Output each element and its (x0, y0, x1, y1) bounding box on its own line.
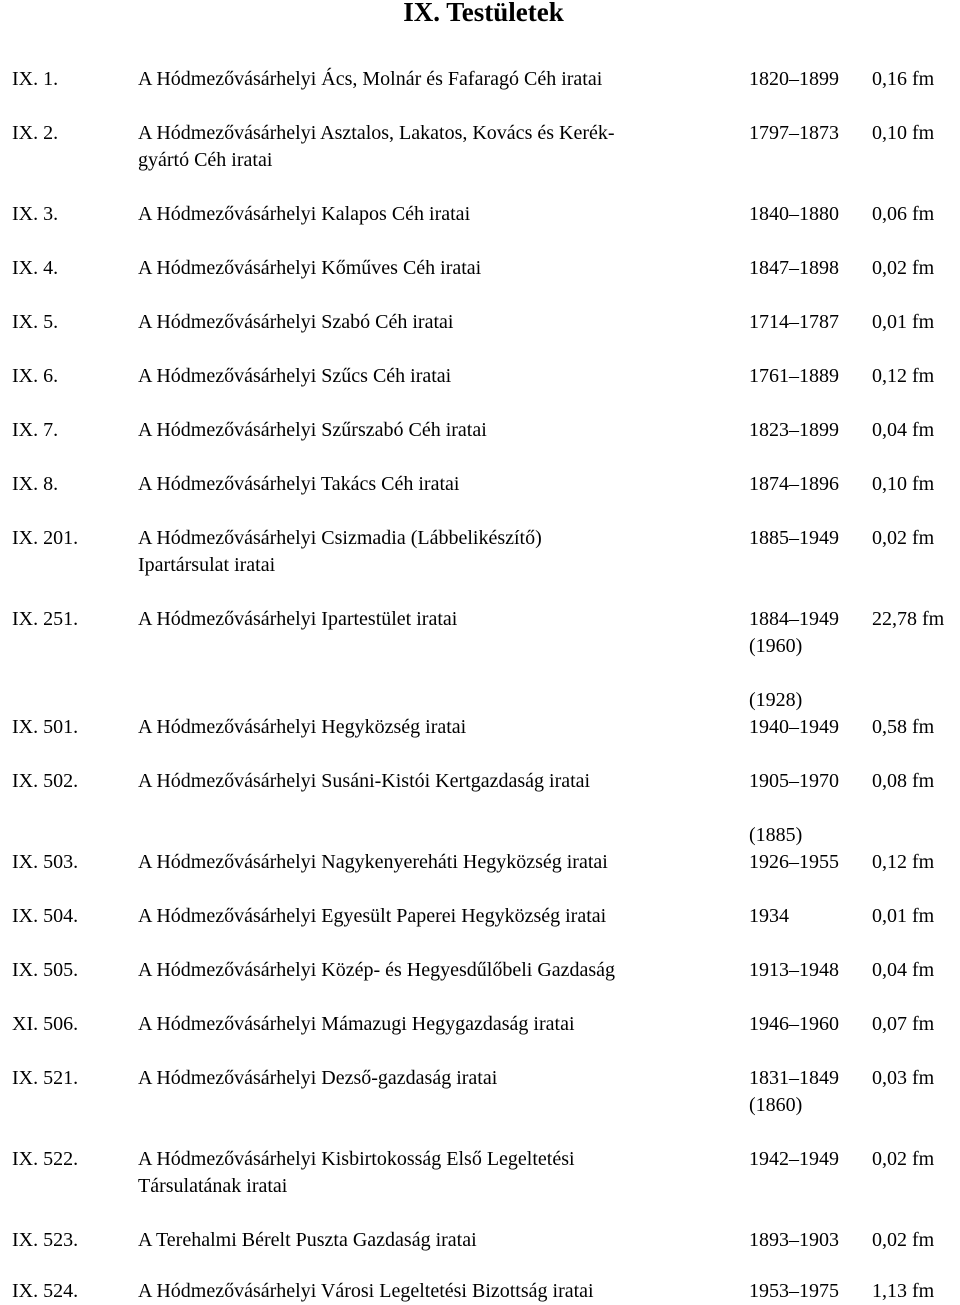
fonds-extent: 0,02 fm (872, 527, 935, 549)
fonds-code: IX. 501. (12, 716, 79, 738)
fonds-code: XI. 506. (12, 1013, 79, 1035)
fonds-row (0, 768, 960, 822)
fonds-dates: 1831–1849 (1860) (749, 1067, 839, 1116)
fonds-title: A Hódmezővásárhelyi Hegyközség iratai (138, 716, 467, 738)
fonds-row (0, 1278, 960, 1305)
fonds-code: IX. 3. (12, 203, 59, 225)
fonds-dates: 1884–1949 (1960) (749, 608, 839, 657)
fonds-row (0, 363, 960, 417)
fonds-row (0, 309, 960, 363)
fonds-code: IX. 251. (12, 608, 79, 630)
fonds-extent: 0,08 fm (872, 770, 935, 792)
fonds-dates: 1820–1899 (749, 68, 839, 90)
fonds-dates: 1913–1948 (749, 959, 839, 981)
fonds-code: IX. 521. (12, 1067, 79, 1089)
fonds-title: A Hódmezővásárhelyi Takács Céh iratai (138, 473, 460, 495)
fonds-dates: 1714–1787 (749, 311, 839, 333)
fonds-row (0, 255, 960, 309)
fonds-row (0, 824, 960, 903)
fonds-title: A Hódmezővásárhelyi Mámazugi Hegygazdaság iratai (138, 1013, 575, 1035)
fonds-dates: 1953–1975 (749, 1280, 839, 1302)
fonds-code: IX. 6. (12, 365, 59, 387)
fonds-row (0, 525, 960, 579)
fonds-row (0, 689, 960, 768)
fonds-title: A Hódmezővásárhelyi Dezső-gazdaság iratai (138, 1067, 498, 1089)
fonds-code: IX. 5. (12, 311, 59, 333)
fonds-extent: 0,03 fm (872, 1067, 935, 1089)
fonds-extent: 0,16 fm (872, 68, 935, 90)
fonds-code: IX. 504. (12, 905, 79, 927)
fonds-title: A Hódmezővásárhelyi Kőműves Céh iratai (138, 257, 482, 279)
fonds-extent: 0,04 fm (872, 959, 935, 981)
fonds-extent: 0,02 fm (872, 257, 935, 279)
fonds-extent: 0,58 fm (872, 716, 935, 738)
fonds-extent: 0,07 fm (872, 1013, 935, 1035)
fonds-dates: 1926–1955 (749, 851, 839, 873)
fonds-extent: 0,12 fm (872, 851, 935, 873)
fonds-dates: 1934 (749, 905, 789, 927)
fonds-code: IX. 4. (12, 257, 59, 279)
fonds-row (0, 66, 960, 120)
fonds-preface-date: (1885) (749, 824, 803, 846)
fonds-code: IX. 1. (12, 68, 59, 90)
fonds-dates: 1847–1898 (749, 257, 839, 279)
fonds-title: A Hódmezővásárhelyi Szabó Céh iratai (138, 311, 454, 333)
fonds-extent: 0,10 fm (872, 122, 935, 144)
fonds-row (0, 1065, 960, 1119)
fonds-dates: 1885–1949 (749, 527, 839, 549)
fonds-row (0, 201, 960, 255)
fonds-dates: 1761–1889 (749, 365, 839, 387)
fonds-title: A Hódmezővásárhelyi Egyesült Paperei Hegyközség iratai (138, 905, 607, 927)
fonds-extent: 0,06 fm (872, 203, 935, 225)
fonds-code: IX. 8. (12, 473, 59, 495)
fonds-title: A Hódmezővásárhelyi Ács, Molnár és Fafaragó Céh iratai (138, 68, 603, 90)
fonds-dates: 1940–1949 (749, 716, 839, 738)
fonds-row (0, 471, 960, 525)
fonds-title: A Hódmezővásárhelyi Kalapos Céh iratai (138, 203, 471, 225)
fonds-row (0, 120, 960, 174)
fonds-dates: 1874–1896 (749, 473, 839, 495)
fonds-title: A Terehalmi Bérelt Puszta Gazdaság iratai (138, 1229, 477, 1251)
fonds-title: A Hódmezővásárhelyi Városi Legeltetési Bizottság iratai (138, 1280, 594, 1302)
fonds-code: IX. 522. (12, 1148, 79, 1170)
fonds-row (0, 903, 960, 957)
fonds-dates: 1797–1873 (749, 122, 839, 144)
fonds-title: A Hódmezővásárhelyi Szűrszabó Céh iratai (138, 419, 487, 441)
fonds-title: A Hódmezővásárhelyi Kisbirtokosság Első Legeltetési Társulatának iratai (138, 1148, 575, 1197)
fonds-extent: 0,01 fm (872, 905, 935, 927)
fonds-title: A Hódmezővásárhelyi Csizmadia (Lábbelikészítő) Ipartársulat iratai (138, 527, 542, 576)
fonds-dates: 1823–1899 (749, 419, 839, 441)
fonds-extent: 0,02 fm (872, 1229, 935, 1251)
fonds-extent: 0,02 fm (872, 1148, 935, 1170)
fonds-dates: 1905–1970 (749, 770, 839, 792)
fonds-title: A Hódmezővásárhelyi Közép- és Hegyesdűlőbeli Gazdaság (138, 959, 616, 981)
fonds-code: IX. 2. (12, 122, 59, 144)
fonds-code: IX. 505. (12, 959, 79, 981)
fonds-row (0, 1227, 960, 1281)
fonds-row (0, 1011, 960, 1065)
fonds-dates: 1840–1880 (749, 203, 839, 225)
fonds-dates: 1893–1903 (749, 1229, 839, 1251)
fonds-code: IX. 7. (12, 419, 59, 441)
fonds-dates: 1946–1960 (749, 1013, 839, 1035)
fonds-title: A Hódmezővásárhelyi Ipartestület iratai (138, 608, 458, 630)
fonds-code: IX. 502. (12, 770, 79, 792)
fonds-dates: 1942–1949 (749, 1148, 839, 1170)
fonds-row (0, 957, 960, 1011)
fonds-code: IX. 201. (12, 527, 79, 549)
fonds-extent: 22,78 fm (872, 608, 945, 630)
fonds-extent: 1,13 fm (872, 1280, 935, 1302)
fonds-extent: 0,01 fm (872, 311, 935, 333)
fonds-title: A Hódmezővásárhelyi Szűcs Céh iratai (138, 365, 452, 387)
fonds-code: IX. 523. (12, 1229, 79, 1251)
fonds-row (0, 1146, 960, 1200)
fonds-extent: 0,12 fm (872, 365, 935, 387)
fonds-code: IX. 524. (12, 1280, 79, 1302)
fonds-title: A Hódmezővásárhelyi Asztalos, Lakatos, Kovács és Kerék- gyártó Céh iratai (138, 122, 615, 171)
fonds-extent: 0,10 fm (872, 473, 935, 495)
fonds-preface-date: (1928) (749, 689, 803, 711)
fonds-row (0, 417, 960, 471)
page-title: IX. Testületek (403, 0, 564, 27)
fonds-extent: 0,04 fm (872, 419, 935, 441)
fonds-row (0, 606, 960, 660)
fonds-title: A Hódmezővásárhelyi Nagykenyereháti Hegyközség iratai (138, 851, 608, 873)
fonds-title: A Hódmezővásárhelyi Susáni-Kistói Kertgazdaság iratai (138, 770, 591, 792)
fonds-code: IX. 503. (12, 851, 79, 873)
